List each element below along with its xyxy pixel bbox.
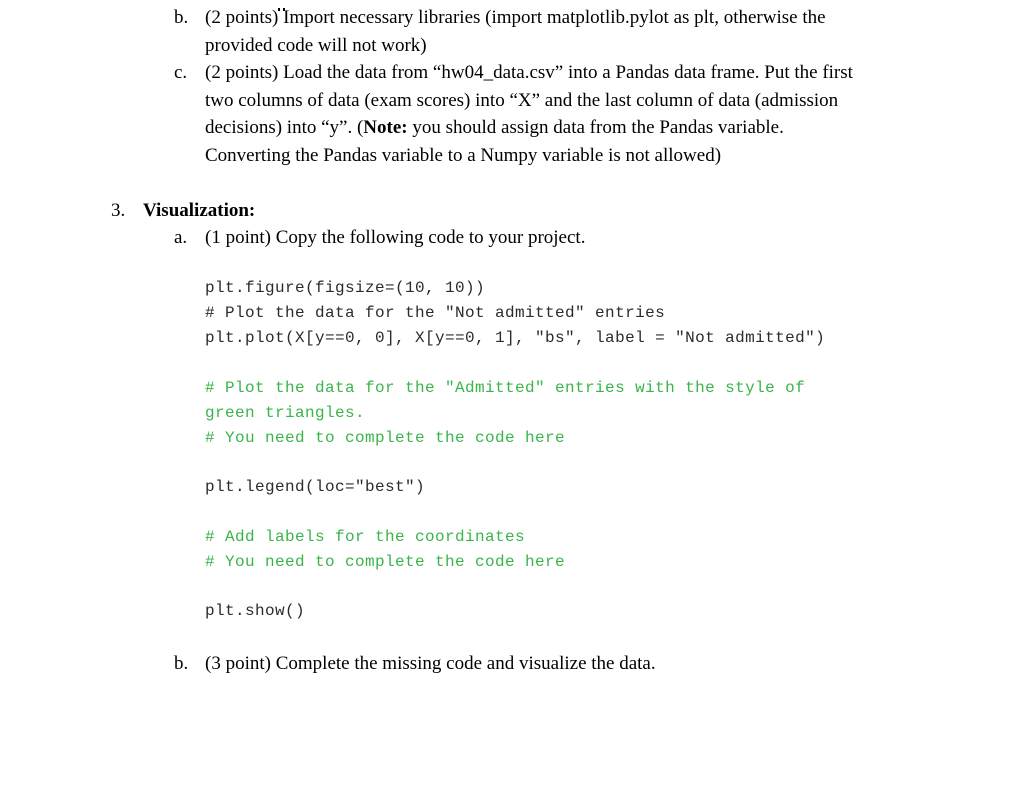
text-line: (2 points) Import necessary libraries (import matplotlib.pylot as plt, otherwise the: [205, 7, 826, 28]
code-line-legend: plt.legend(loc="best"): [205, 478, 426, 496]
text-fragment: you should assign data from the Pandas variable.: [407, 117, 784, 138]
list-marker: a.: [174, 227, 188, 248]
list-marker: c.: [174, 62, 188, 83]
code-line-comment-green: # You need to complete the code here: [205, 429, 566, 447]
text-fragment: decisions) into “y”. (: [205, 117, 364, 138]
section-title: Visualization:: [143, 200, 256, 221]
section-number: 3.: [111, 200, 126, 221]
list-item-text: (3 point) Complete the missing code and visualize the data.: [205, 653, 656, 674]
code-line-comment-green: green triangles.: [205, 404, 366, 422]
code-line-comment-green: # Plot the data for the "Admitted" entries with the style of: [205, 379, 806, 397]
cropped-text-fragment: [278, 0, 288, 2]
note-label: Note:: [363, 117, 408, 138]
code-line-comment: # Plot the data for the "Not admitted" entries: [205, 304, 666, 322]
code-line-plot: plt.plot(X[y==0, 0], X[y==0, 1], "bs", label = "Not admitted"): [205, 329, 826, 347]
list-item-text: (1 point) Copy the following code to your project.: [205, 227, 586, 248]
text-line: two columns of data (exam scores) into “X” and the last column of data (admission: [205, 89, 839, 111]
code-line-comment-green: # You need to complete the code here: [205, 553, 566, 571]
text-line: (2 points) Load the data from “hw04_data.csv” into a Pandas data frame. Put the first: [205, 62, 853, 83]
text-line: Converting the Pandas variable to a Numpy variable is not allowed): [205, 144, 722, 166]
code-line-figure: plt.figure(figsize=(10, 10)): [205, 279, 486, 297]
list-marker: b.: [174, 653, 189, 674]
list-item-text: [205, 59, 853, 169]
list-marker: b.: [174, 7, 189, 28]
list-item-text: [205, 4, 826, 59]
text-line: provided code will not work): [205, 34, 427, 56]
text-line-with-note: [205, 114, 853, 142]
code-line-show: plt.show(): [205, 602, 306, 620]
section-heading: [111, 197, 255, 224]
code-line-comment-green: # Add labels for the coordinates: [205, 528, 526, 546]
